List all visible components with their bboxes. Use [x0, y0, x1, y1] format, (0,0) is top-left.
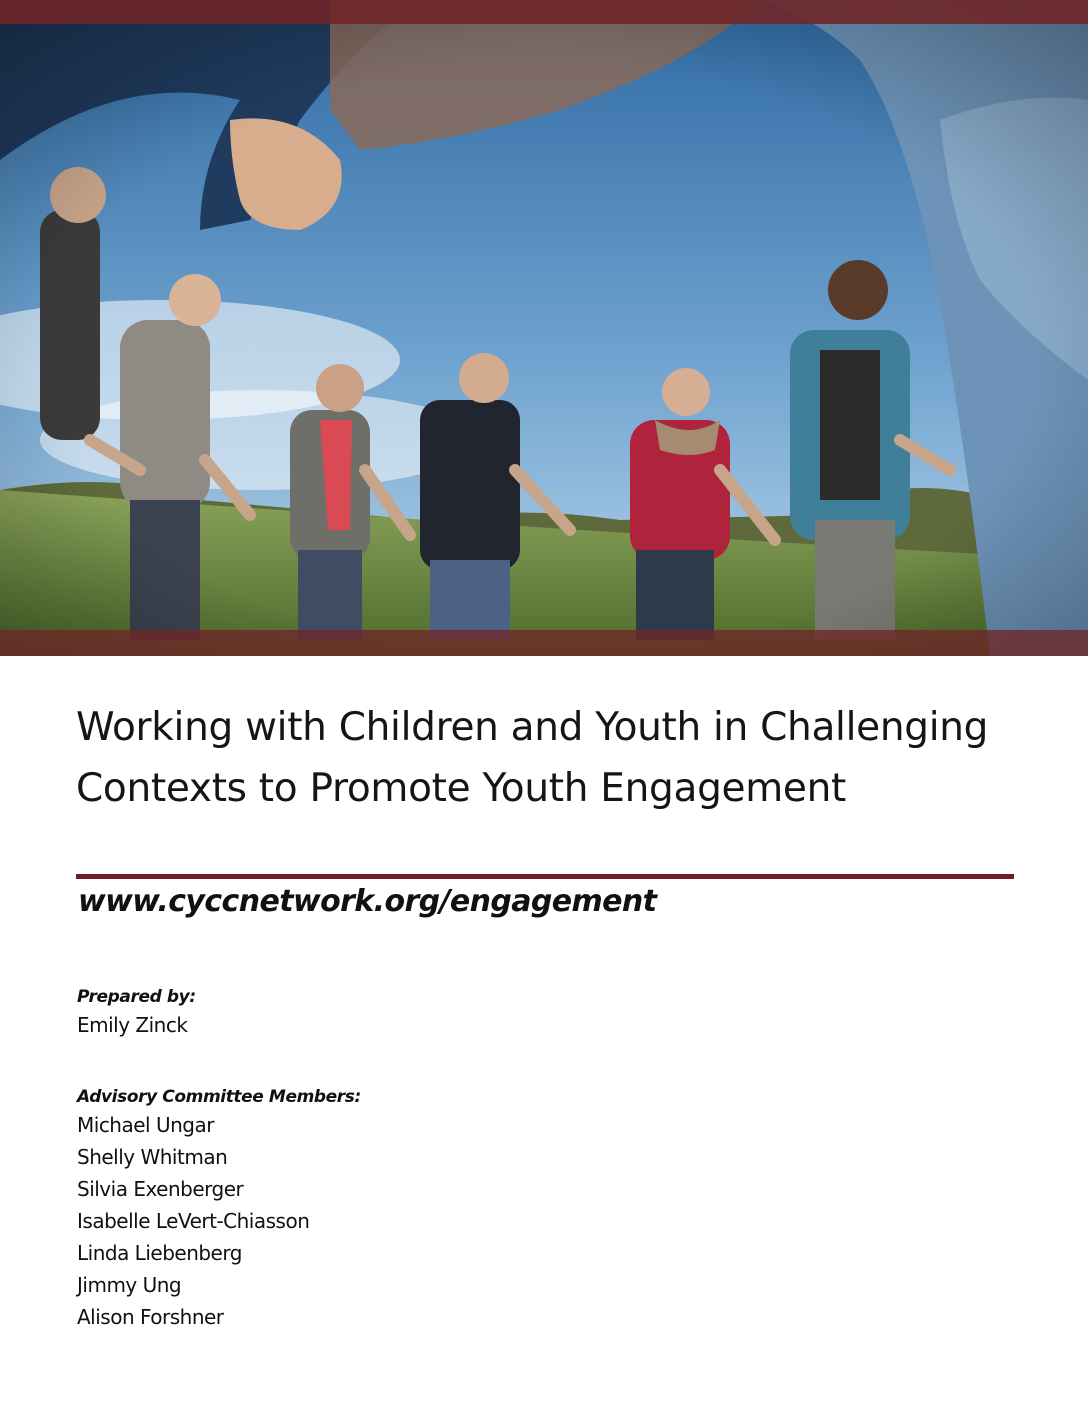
committee-member: Isabelle LeVert-Chiasson [77, 1209, 310, 1233]
committee-member: Jimmy Ung [77, 1273, 182, 1297]
advisory-committee-label: Advisory Committee Members: [77, 1087, 361, 1107]
committee-member: Linda Liebenberg [77, 1241, 242, 1265]
prepared-by-label: Prepared by: [77, 987, 196, 1007]
bottom-color-band [0, 630, 1088, 656]
cover-photo [0, 0, 1088, 656]
credits-section [77, 985, 361, 1333]
committee-member: Michael Ungar [77, 1113, 214, 1137]
author-name: Emily Zinck [77, 1013, 188, 1037]
committee-member: Silvia Exenberger [77, 1177, 244, 1201]
document-title: Working with Children and Youth in Challenging Contexts to Promote Youth Engagement [76, 705, 989, 811]
cover-photo-illustration [0, 0, 1088, 656]
document-url: www.cyccnetwork.org/engagement [78, 884, 657, 919]
title-divider [76, 874, 1014, 879]
committee-member: Shelly Whitman [77, 1145, 228, 1169]
committee-member: Alison Forshner [77, 1305, 224, 1329]
top-color-band [0, 0, 1088, 24]
